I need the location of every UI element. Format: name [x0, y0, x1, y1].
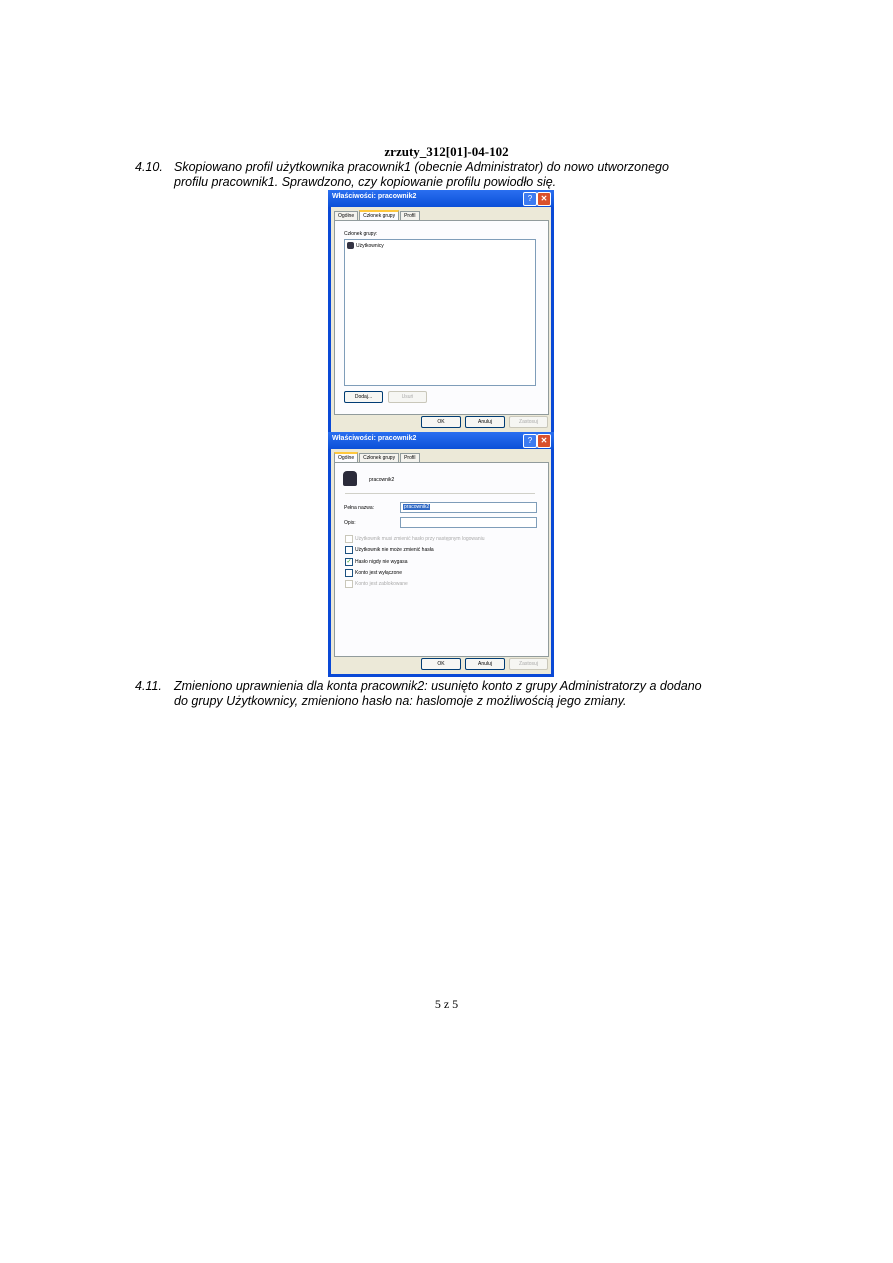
group-icon [347, 242, 354, 249]
username: pracownik2 [369, 477, 395, 483]
fullname-input[interactable]: pracownik2 [400, 502, 537, 513]
title-bar [328, 190, 554, 207]
help-icon[interactable]: ? [523, 192, 537, 206]
separator [345, 493, 535, 494]
section-4-10 [135, 160, 669, 190]
dialog-title: Właściwości: pracownik2 [332, 435, 417, 442]
tab-member-of[interactable]: Członek grupy [359, 453, 399, 463]
checkbox-box[interactable] [345, 546, 353, 554]
tab-general[interactable]: Ogólne [334, 452, 358, 464]
section-text: Skopiowano profil użytkownika pracownik1 (obecnie Administrator) do nowo utworzonego [174, 160, 669, 174]
section-number: 4.10. [135, 160, 163, 174]
section-4-11 [135, 679, 702, 709]
remove-button[interactable]: Usuń [388, 391, 427, 403]
checkbox-label: Konto jest zablokowane [355, 581, 408, 588]
apply-button[interactable]: Zastosuj [509, 658, 548, 670]
title-bar [328, 432, 554, 449]
list-item[interactable]: Użytkownicy [347, 242, 384, 249]
user-icon [343, 471, 357, 486]
section-text: do grupy Użytkownicy, zmieniono hasło na: haslomoje z możliwością jego zmiany. [174, 694, 627, 708]
description-label: Opis: [344, 520, 356, 526]
close-icon[interactable]: ✕ [537, 192, 551, 206]
cancel-button[interactable]: Anuluj [465, 658, 505, 670]
checkbox-box[interactable] [345, 535, 353, 543]
cancel-button[interactable]: Anuluj [465, 416, 505, 428]
properties-dialog-general [328, 432, 554, 677]
checkbox-label: Użytkownik nie może zmienić hasła [355, 547, 434, 554]
add-button[interactable]: Dodaj... [344, 391, 383, 403]
groups-list[interactable] [344, 239, 536, 386]
fullname-label: Pełna nazwa: [344, 505, 375, 511]
tab-profile[interactable]: Profil [400, 453, 419, 463]
section-text: profilu pracownik1. Sprawdzono, czy kopiowanie profilu powiodło się. [174, 175, 557, 189]
checkbox-label: Użytkownik musi zmienić hasło przy następnym logowaniu [355, 536, 485, 542]
checkbox-box[interactable] [345, 569, 353, 577]
checkbox-2[interactable] [345, 558, 408, 566]
ok-button[interactable]: OK [421, 416, 461, 428]
tab-general[interactable]: Ogólne [334, 211, 358, 221]
checkbox-3[interactable] [345, 569, 402, 577]
section-text: Zmieniono uprawnienia dla konta pracownik2: usunięto konto z grupy Administratorzy a dodano [174, 679, 702, 693]
tab-member-of[interactable]: Członek grupy [359, 210, 399, 222]
help-icon[interactable]: ? [523, 434, 537, 448]
section-number: 4.11. [135, 679, 162, 693]
page-number: 5 z 5 [434, 997, 459, 1011]
checkbox-4[interactable] [345, 580, 408, 588]
close-icon[interactable]: ✕ [537, 434, 551, 448]
checkbox-1[interactable] [345, 546, 434, 554]
ok-button[interactable]: OK [421, 658, 461, 670]
member-of-label: Członek grupy: [344, 231, 378, 237]
checkbox-0[interactable] [345, 535, 485, 543]
properties-dialog-groups [328, 190, 554, 435]
document-title: zrzuty_312[01]-04-102 [384, 144, 509, 159]
description-input[interactable] [400, 517, 537, 528]
apply-button[interactable]: Zastosuj [509, 416, 548, 428]
checkbox-box[interactable] [345, 580, 353, 588]
checkbox-label: Konto jest wyłączone [355, 569, 402, 576]
dialog-title: Właściwości: pracownik2 [332, 193, 417, 200]
checkbox-box[interactable]: ✓ [346, 558, 352, 565]
tab-profile[interactable]: Profil [400, 211, 419, 221]
checkbox-label: Hasło nigdy nie wygasa [355, 558, 408, 565]
